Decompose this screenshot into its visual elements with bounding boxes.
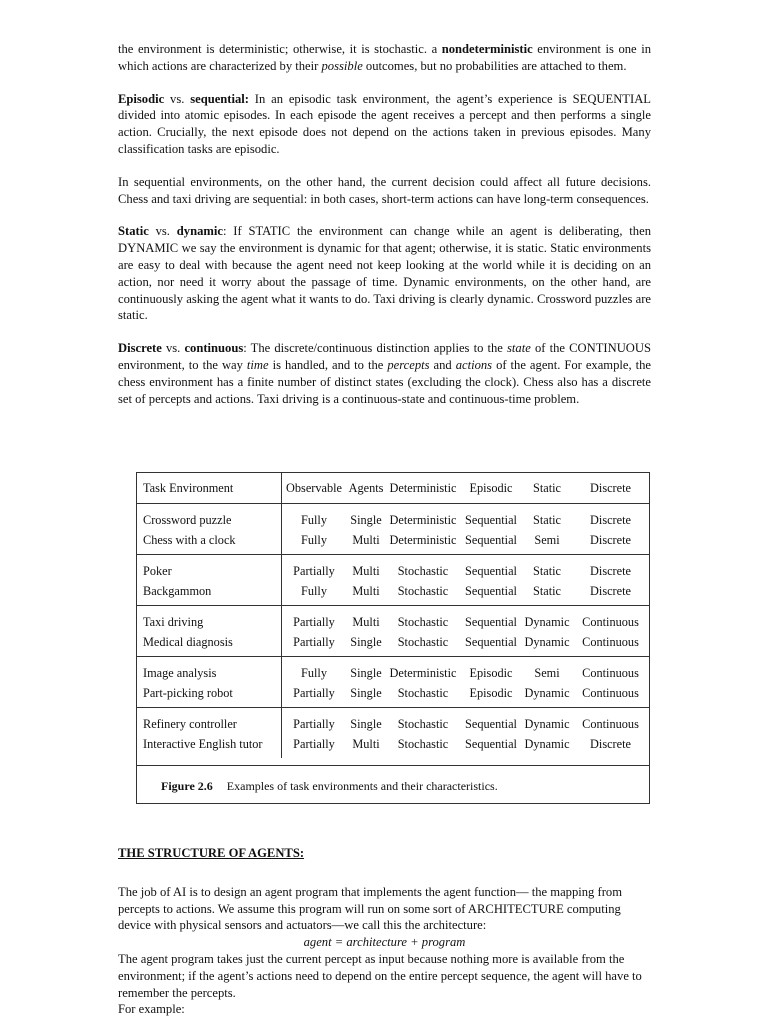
cell: Continuous [582, 686, 639, 700]
cell: Discrete [590, 533, 631, 547]
cell: Part-picking robot [143, 686, 233, 700]
cell: Discrete [590, 564, 631, 578]
cell: Single [350, 717, 382, 731]
cell: Partially [293, 615, 335, 629]
cell: Dynamic [524, 615, 570, 629]
table-cell-episodic [460, 657, 522, 708]
table-row [137, 555, 649, 606]
figure-task-environments [136, 472, 650, 804]
table-cell-deterministic [386, 504, 460, 555]
cell: Fully [301, 513, 327, 527]
cell: Medical diagnosis [143, 635, 233, 649]
table-cell-episodic [460, 504, 522, 555]
cell: Sequential [465, 564, 517, 578]
cell: Stochastic [397, 564, 449, 578]
table-cell-static [522, 504, 572, 555]
cell: Stochastic [397, 635, 449, 649]
header-static: Static [522, 473, 572, 504]
table-header-row [137, 473, 649, 504]
paragraph-static-dynamic [118, 223, 651, 324]
table-row [137, 606, 649, 657]
emphasis-percepts: percepts [387, 357, 430, 372]
table-cell-agents [346, 657, 386, 708]
cell: Multi [352, 533, 380, 547]
cell: Partially [293, 737, 335, 751]
cell: Multi [352, 584, 380, 598]
cell: Dynamic [524, 737, 570, 751]
cell: Single [350, 686, 382, 700]
figure-label: Figure 2.6 [161, 779, 213, 793]
cell: Single [350, 513, 382, 527]
term-static: Static [118, 224, 149, 239]
cell: Multi [352, 564, 380, 578]
cell: Taxi driving [143, 615, 204, 629]
table-cell-task [137, 555, 282, 606]
table-cell-deterministic [386, 555, 460, 606]
table-group [137, 606, 649, 657]
header-deterministic: Deterministic [386, 473, 460, 504]
cell: Discrete [590, 737, 631, 751]
text: of the agent. For example, the chess environment has a finite number of distinct states (excluding the clock). Chess also has a discrete set of percepts and actions. Taxi driving is a continuous-state and continuous-time problem. [118, 357, 652, 406]
table-cell-episodic [460, 606, 522, 657]
document-body [118, 41, 651, 407]
table-cell-episodic [460, 555, 522, 606]
table-cell-deterministic [386, 606, 460, 657]
cell: Deterministic [389, 533, 457, 547]
emphasis-time: time [246, 357, 269, 372]
text: is handled, and to the [268, 357, 388, 372]
text: environment is one in which actions are characterized by their [118, 42, 651, 73]
section-heading: THE STRUCTURE OF AGENTS: [118, 846, 305, 860]
cell: Deterministic [389, 513, 457, 527]
paragraph-deterministic [118, 41, 651, 75]
cell: Fully [301, 666, 327, 680]
text: In an episodic task environment, the agent’s experience is SEQUENTIAL divided into atomic episodes. In each episode the agent receives a percept and then performs a single action. Crucially, the next episode does not depend on the actions taken in previous episodes. Many classification tasks are episodic. [118, 91, 651, 156]
table-cell-agents [346, 504, 386, 555]
cell: Discrete [590, 584, 631, 598]
figure-caption [161, 779, 498, 794]
header-task-environment: Task Environment [137, 473, 282, 504]
table-cell-static [522, 606, 572, 657]
table-cell-episodic [460, 708, 522, 759]
table-cell-task [137, 708, 282, 759]
structure-of-agents-section [118, 845, 651, 1018]
cell: Fully [301, 533, 327, 547]
header-observable: Observable [282, 473, 347, 504]
table-cell-observable [282, 555, 347, 606]
cell: Dynamic [524, 635, 570, 649]
cell: Partially [293, 717, 335, 731]
cell: Semi [534, 533, 560, 547]
paragraph-for-example: For example: [118, 1002, 185, 1017]
table-cell-static [522, 657, 572, 708]
cell: Static [532, 564, 561, 578]
table-cell-deterministic [386, 708, 460, 759]
cell: Semi [534, 666, 560, 680]
paragraph-agent-program: The job of AI is to design an agent program that implements the agent function— the mapping from percepts to actions. We assume this program will run on some sort of ARCHITECTURE computing device with physical sensors and actuators—we call this the architecture: [118, 884, 622, 933]
cell: Sequential [465, 635, 517, 649]
cell: Static [532, 513, 561, 527]
table-cell-task [137, 504, 282, 555]
cell: Dynamic [524, 717, 570, 731]
cell: Continuous [582, 717, 639, 731]
text: : The discrete/continuous distinction applies to the [243, 341, 508, 356]
table-cell-agents [346, 708, 386, 759]
paragraph-sequential: In sequential environments, on the other hand, the current decision could affect all future decisions. Chess and taxi driving are sequential: in both cases, short-term actions can have long-term consequences. [118, 174, 651, 206]
table-cell-discrete [572, 606, 649, 657]
cell: Multi [352, 615, 380, 629]
term-continuous: continuous [184, 341, 244, 356]
cell: Sequential [465, 584, 517, 598]
table-cell-agents [346, 606, 386, 657]
header-discrete: Discrete [572, 473, 649, 504]
cell: Backgammon [143, 584, 212, 598]
cell: Image analysis [143, 666, 217, 680]
cell: Stochastic [397, 717, 449, 731]
text: vs. [164, 91, 191, 106]
cell: Dynamic [524, 686, 570, 700]
cell: Crossword puzzle [143, 513, 232, 527]
header-agents: Agents [346, 473, 386, 504]
table-cell-discrete [572, 708, 649, 759]
table-cell-task [137, 606, 282, 657]
cell: Partially [293, 635, 335, 649]
cell: Stochastic [397, 737, 449, 751]
figure-caption-text: Examples of task environments and their characteristics. [226, 779, 498, 793]
term-discrete: Discrete [118, 341, 162, 356]
table-row [137, 657, 649, 708]
cell: Continuous [582, 615, 639, 629]
term-episodic: Episodic [118, 91, 165, 106]
emphasis-state: state [507, 341, 531, 356]
table-row [137, 708, 649, 759]
text: vs. [161, 341, 185, 356]
paragraph-discrete-continuous [118, 340, 651, 407]
task-environment-table [137, 473, 649, 758]
cell: Refinery controller [143, 717, 237, 731]
cell: Episodic [469, 686, 513, 700]
table-cell-static [522, 708, 572, 759]
cell: Episodic [469, 666, 513, 680]
cell: Single [350, 635, 382, 649]
cell: Sequential [465, 615, 517, 629]
term-sequential: sequential: [190, 91, 249, 106]
paragraph-episodic [118, 91, 651, 158]
table-group [137, 657, 649, 708]
cell: Multi [352, 737, 380, 751]
paragraph-current-percept: The agent program takes just the current percept as input because nothing more is available from the environment; if the agent’s actions need to depend on the entire percept sequence, the agent will have to remember the percepts. [118, 951, 642, 1000]
cell: Fully [301, 584, 327, 598]
text: vs. [148, 224, 177, 239]
table-cell-static [522, 555, 572, 606]
table-cell-observable [282, 657, 347, 708]
cell: Continuous [582, 666, 639, 680]
text: outcomes, but no probabilities are attached to them. [362, 58, 627, 73]
text: the environment is deterministic; otherwise, it is stochastic. a [118, 42, 442, 56]
table-cell-task [137, 657, 282, 708]
table-row [137, 504, 649, 555]
emphasis-actions: actions [455, 357, 493, 372]
cell: Interactive English tutor [143, 737, 263, 751]
cell: Partially [293, 564, 335, 578]
table-cell-observable [282, 504, 347, 555]
text: : If STATIC the environment can change while an agent is deliberating, then DYNAMIC we say the environment is dynamic for that agent; otherwise, it is static. Static environments are easy to deal with because the agent need not keep looking at the world while it is deciding on an action, nor need it worry about the passage of time. Dynamic environments, on the other hand, are continuously asking the agent what it wants to do. Taxi driving is clearly dynamic. Crossword puzzles are static. [118, 224, 651, 323]
table-cell-deterministic [386, 657, 460, 708]
header-episodic: Episodic [460, 473, 522, 504]
table-cell-observable [282, 708, 347, 759]
formula-agent: agent = architecture + program [303, 935, 466, 950]
table-cell-discrete [572, 657, 649, 708]
emphasis-possible: possible [321, 58, 363, 73]
cell: Partially [293, 686, 335, 700]
cell: Sequential [465, 737, 517, 751]
cell: Stochastic [397, 584, 449, 598]
cell: Sequential [465, 513, 517, 527]
cell: Chess with a clock [143, 533, 236, 547]
cell: Discrete [590, 513, 631, 527]
table-cell-agents [346, 555, 386, 606]
cell: Deterministic [389, 666, 457, 680]
table-group [137, 504, 649, 555]
text: of the CONTINUOUS environment, to the way [118, 341, 651, 372]
table-cell-observable [282, 606, 347, 657]
cell: Stochastic [397, 615, 449, 629]
term-nondeterministic: nondeterministic [441, 42, 533, 56]
cell: Single [350, 666, 382, 680]
table-cell-discrete [572, 504, 649, 555]
table-group [137, 708, 649, 759]
term-dynamic: dynamic [176, 224, 223, 239]
caption-divider [137, 765, 649, 766]
table-cell-discrete [572, 555, 649, 606]
cell: Static [532, 584, 561, 598]
cell: Sequential [465, 717, 517, 731]
text: and [429, 357, 456, 372]
cell: Sequential [465, 533, 517, 547]
cell: Stochastic [397, 686, 449, 700]
table-group [137, 555, 649, 606]
cell: Poker [143, 564, 172, 578]
cell: Continuous [582, 635, 639, 649]
